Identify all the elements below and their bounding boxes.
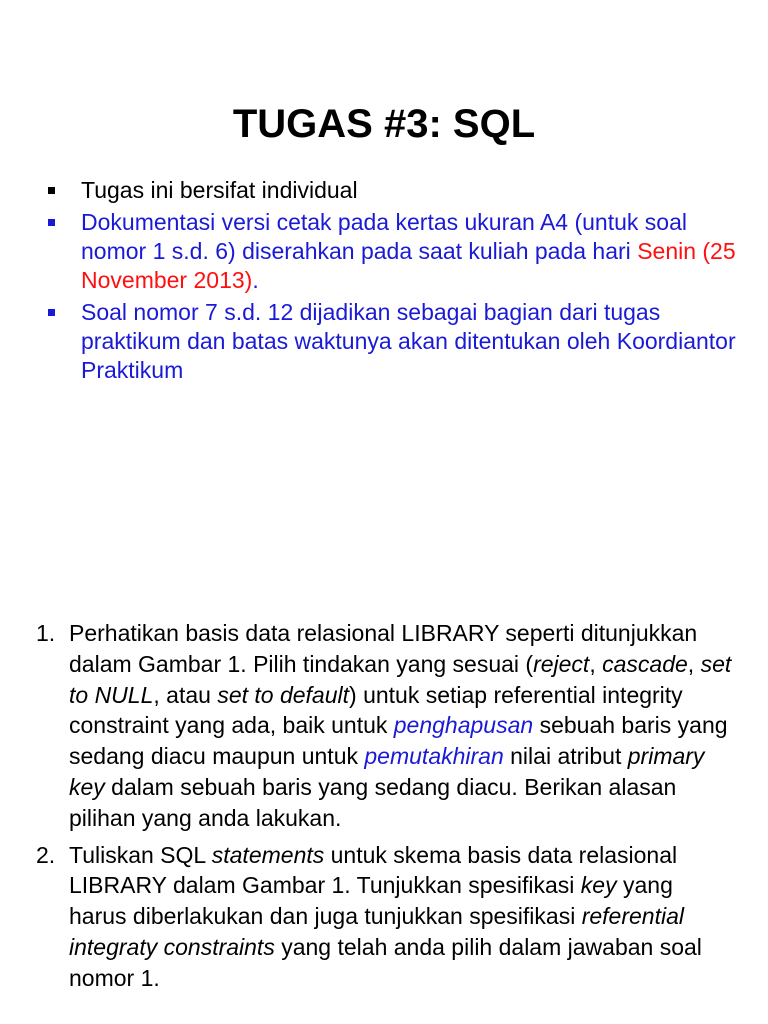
question-text: Tuliskan SQL xyxy=(69,841,212,868)
question-text: yang harus diberlakukan dan juga tunjukkan spesifikasi xyxy=(69,872,673,930)
question-1 xyxy=(36,618,736,834)
square-bullet-icon xyxy=(48,187,55,194)
separator: , xyxy=(589,650,603,677)
question-number: 2. xyxy=(36,841,56,868)
question-number: 1. xyxy=(36,620,56,646)
square-bullet-icon xyxy=(48,219,55,226)
question-text: sebuah baris yang sedang diacu maupun untuk xyxy=(69,712,728,770)
question-text: Perhatikan basis data relasional LIBRARY seperti ditunjukkan dalam Gambar 1. Pilih tindakan yang sesuai ( xyxy=(69,620,698,677)
bullet-text: Soal nomor 7 s.d. 12 dijadikan sebagai bagian dari tugas praktikum dan batas waktunya akan ditentukan oleh Koordiantor Praktikum xyxy=(81,299,736,383)
term-key: key xyxy=(580,872,617,899)
term-set-to-default: set to default xyxy=(217,681,350,708)
question-text: nilai atribut xyxy=(503,743,628,770)
term-cascade: cascade xyxy=(602,650,688,677)
separator: , atau xyxy=(153,681,218,708)
bullet-item-individual xyxy=(40,176,740,205)
deadline-date: Senin (25 November 2013) xyxy=(81,238,736,293)
bullet-item-practicum xyxy=(40,298,740,385)
term-set-to-null: set to NULL xyxy=(69,650,732,708)
term-penghapusan: penghapusan xyxy=(393,712,534,739)
page-title: TUGAS #3: SQL xyxy=(232,102,536,146)
term-primary-key: primary key xyxy=(69,743,705,800)
bullet-item-documentation xyxy=(40,208,740,295)
term-pemutakhiran: pemutakhiran xyxy=(364,743,504,770)
instructions-list xyxy=(40,176,740,388)
question-text: untuk skema basis data relasional LIBRARY dalam Gambar 1. Tunjukkan spesifikasi xyxy=(69,841,678,899)
question-2 xyxy=(36,840,736,994)
term-reject: reject xyxy=(533,650,590,677)
bullet-text: Tugas ini bersifat individual xyxy=(81,177,358,203)
question-text: yang telah anda pilih dalam jawaban soal nomor 1. xyxy=(69,933,702,991)
question-text: dalam sebuah baris yang sedang diacu. Berikan alasan pilihan yang anda lakukan. xyxy=(69,773,677,831)
separator: , xyxy=(687,650,701,677)
question-list xyxy=(36,618,736,1000)
bullet-text: Dokumentasi versi cetak pada kertas ukuran A4 (untuk soal nomor 1 s.d. 6) diserahkan pada saat kuliah pada hari xyxy=(81,209,687,264)
bullet-text-end: . xyxy=(252,267,259,293)
question-text: ) untuk setiap referential integrity constraint yang ada, baik untuk xyxy=(69,681,683,739)
square-bullet-icon xyxy=(48,309,55,316)
term-statements: statements xyxy=(211,841,325,868)
term-referential-integraty-constraints: referential integraty constraints xyxy=(69,903,684,960)
